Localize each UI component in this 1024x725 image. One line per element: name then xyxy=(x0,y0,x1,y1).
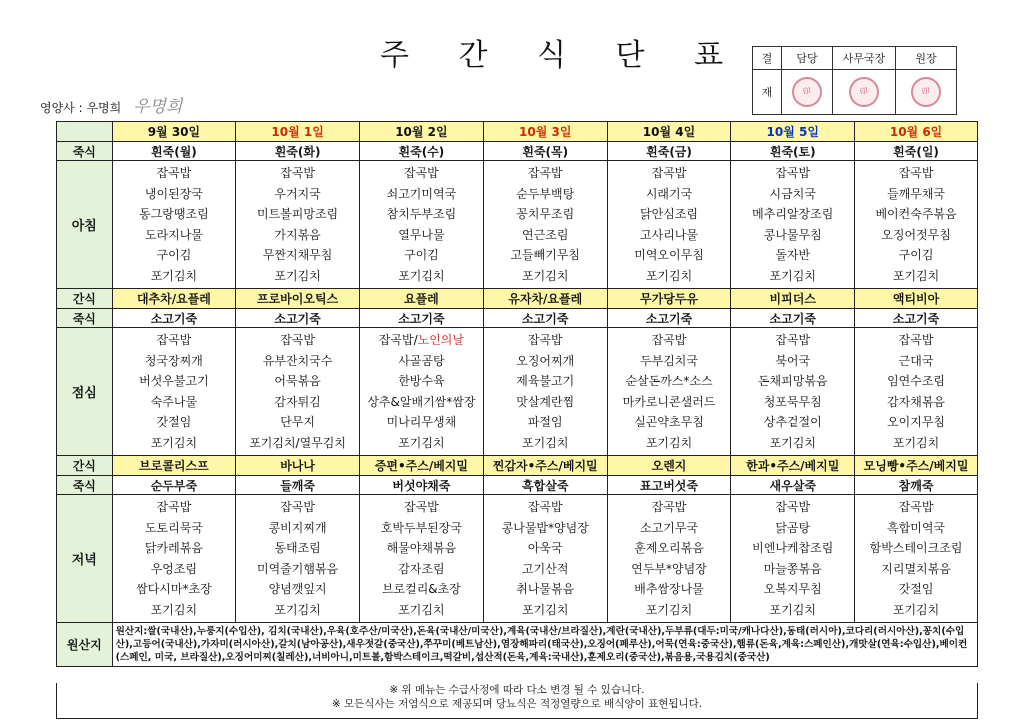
list-item: 오징어찌개 xyxy=(516,353,575,368)
list-item: 청국장찌개 xyxy=(144,353,203,368)
list-item: 두부김치국 xyxy=(640,353,698,368)
menu-cell: 흰죽(금) xyxy=(607,142,731,161)
list-item: 닭카레볶음 xyxy=(144,541,203,555)
row-label: 저녁 xyxy=(57,495,113,623)
list-item: 잡곡밥 xyxy=(651,166,687,180)
list-item: 메추리알장조림 xyxy=(752,207,834,221)
list-item: 오이지무침 xyxy=(887,415,946,429)
list-item: 배추쌈장나물 xyxy=(634,582,704,596)
day-header: 10월 6일 xyxy=(855,122,978,142)
list-item: 포기김치/열무김치 xyxy=(249,435,346,450)
list-item: 근대국 xyxy=(898,353,934,368)
menu-list xyxy=(483,495,607,623)
day-header: 10월 1일 xyxy=(236,122,360,142)
list-item: 돈채피망볶음 xyxy=(757,374,828,388)
list-item: 포기김치 xyxy=(150,268,198,283)
menu-list xyxy=(607,328,731,456)
approval-stamp-staff xyxy=(782,70,833,115)
menu-cell: 버섯야채죽 xyxy=(359,476,483,495)
list-item: 임연수조림 xyxy=(887,374,946,388)
menu-list xyxy=(236,328,360,456)
approval-stamp-secretary xyxy=(833,70,896,115)
approval-stamp-director xyxy=(896,70,957,115)
list-item: 포기김치 xyxy=(645,435,693,450)
menu-cell: 소고기죽 xyxy=(731,309,855,328)
list-item: 양념깻잎지 xyxy=(268,582,327,596)
list-item: 파절임 xyxy=(527,415,563,429)
list-item: 호박두부된장국 xyxy=(380,520,462,535)
seal-icon: 印 xyxy=(909,75,944,110)
menu-list xyxy=(855,495,978,623)
list-item: 잡곡밥 xyxy=(527,333,563,347)
row-label: 죽식 xyxy=(57,309,113,328)
list-item: 사골곰탕 xyxy=(398,353,445,368)
menu-cell: 흰죽(화) xyxy=(236,142,360,161)
list-item: 들깨무채국 xyxy=(887,186,946,201)
list-item: 미트볼피망조림 xyxy=(257,207,339,221)
menu-list xyxy=(855,328,978,456)
list-item-text: 잡곡밥/ xyxy=(378,333,418,347)
origin-row xyxy=(57,623,978,667)
snack-cell: 모닝빵•주스/베지밀 xyxy=(855,456,978,476)
corner-cell xyxy=(57,122,113,142)
list-item: 지리멸치볶음 xyxy=(881,561,951,576)
list-item: 잡곡밥 xyxy=(527,166,563,180)
day-header: 10월 3일 xyxy=(483,122,607,142)
list-item: 구이김 xyxy=(898,248,934,262)
snack-cell: 한과•주스/베지밀 xyxy=(731,456,855,476)
list-item: 포기김치 xyxy=(274,268,321,283)
menu-cell: 참깨죽 xyxy=(855,476,978,495)
list-item: 꽁치무조림 xyxy=(516,207,575,221)
list-item: 콩나물무침 xyxy=(763,227,822,242)
list-item: 잡곡밥 xyxy=(156,500,192,514)
menu-list xyxy=(112,161,236,289)
list-item: 포기김치 xyxy=(892,268,940,283)
list-item: 감자튀김 xyxy=(274,394,321,409)
list-item: 흑합미역국 xyxy=(887,520,946,535)
row-label: 간식 xyxy=(57,289,113,309)
list-item: 포기김치 xyxy=(274,602,321,617)
menu-cell: 흑합살죽 xyxy=(483,476,607,495)
lunch-porridge-row xyxy=(57,309,978,328)
dinner-porridge-row xyxy=(57,476,978,495)
menu-list xyxy=(359,495,483,623)
list-item: 연근조림 xyxy=(522,227,569,242)
list-item: 잡곡밥 xyxy=(898,166,934,180)
list-item: 포기김치 xyxy=(398,435,445,450)
row-label: 죽식 xyxy=(57,476,113,495)
list-item: 감자채볶음 xyxy=(887,394,946,409)
menu-list xyxy=(112,328,236,456)
list-item: 잡곡밥 xyxy=(651,500,687,514)
list-item: 쇠고기미역국 xyxy=(386,186,457,201)
menu-list xyxy=(483,161,607,289)
list-item: 포기김치 xyxy=(769,268,816,283)
list-item: 해물야채볶음 xyxy=(386,541,457,555)
list-item: 우엉조림 xyxy=(150,561,198,576)
list-item: 닭안심조림 xyxy=(640,207,698,221)
list-item: 포기김치 xyxy=(892,435,940,450)
list-item: 미나리무생채 xyxy=(386,415,457,429)
seal-icon: 印 xyxy=(847,75,882,110)
list-item: 고기산적 xyxy=(522,561,569,576)
menu-cell: 새우살죽 xyxy=(731,476,855,495)
breakfast-row xyxy=(57,161,978,289)
menu-list xyxy=(483,328,607,456)
list-item: 잡곡밥 xyxy=(280,500,315,514)
menu-cell: 순두부죽 xyxy=(112,476,236,495)
menu-cell: 소고기죽 xyxy=(483,309,607,328)
list-item: 고들빼기무침 xyxy=(510,248,581,262)
approval-header-secretary: 사무국장 xyxy=(833,47,896,70)
list-item: 갓절임 xyxy=(156,415,192,429)
menu-cell: 흰죽(일) xyxy=(855,142,978,161)
list-item: 갓절임 xyxy=(898,582,934,596)
snack-cell: 무가당두유 xyxy=(607,289,731,309)
list-item: 비엔나케찹조림 xyxy=(752,541,834,555)
row-label: 죽식 xyxy=(57,142,113,161)
list-item: 잡곡밥 xyxy=(775,166,811,180)
day-header: 10월 5일 xyxy=(731,122,855,142)
menu-list xyxy=(607,495,731,623)
special-day-label: 노인의날 xyxy=(417,333,464,347)
list-item: 잡곡밥 xyxy=(404,500,439,514)
list-item: 가지볶음 xyxy=(274,227,321,242)
list-item: 포기김치 xyxy=(769,435,816,450)
list-item: 브로컬리&초장 xyxy=(381,582,461,596)
menu-cell: 흰죽(수) xyxy=(359,142,483,161)
list-item: 오복지무침 xyxy=(763,582,822,596)
list-item: 베이컨숙주볶음 xyxy=(875,207,957,221)
row-label: 아침 xyxy=(57,161,113,289)
list-item: 감자조림 xyxy=(398,561,445,576)
menu-cell: 소고기죽 xyxy=(112,309,236,328)
list-item: 숙주나물 xyxy=(150,394,198,409)
menu-cell: 흰죽(월) xyxy=(112,142,236,161)
menu-list xyxy=(731,328,855,456)
menu-list xyxy=(731,495,855,623)
list-item: 유부잔치국수 xyxy=(262,353,333,368)
approval-box xyxy=(752,46,957,115)
menu-cell: 흰죽(목) xyxy=(483,142,607,161)
list-item: 시금치국 xyxy=(769,186,816,201)
weekly-menu-table xyxy=(56,121,978,667)
dinner-row xyxy=(57,495,978,623)
list-item: 맛살계란찜 xyxy=(516,394,575,409)
list-item: 잡곡밥 xyxy=(775,333,811,347)
approval-header-staff: 담당 xyxy=(782,47,833,70)
breakfast-porridge-row xyxy=(57,142,978,161)
list-item: 구이김 xyxy=(404,248,439,262)
list-item: 잡곡밥 xyxy=(527,500,563,514)
list-item: 열무나물 xyxy=(398,227,445,242)
menu-cell: 들깨죽 xyxy=(236,476,360,495)
list-item: 잡곡밥 xyxy=(651,333,687,347)
list-item: 동그랑땡조림 xyxy=(139,207,209,221)
list-item: 순두부백탕 xyxy=(516,186,575,201)
snack-cell: 비피더스 xyxy=(731,289,855,309)
note-line: ※ 위 메뉴는 수급사정에 따라 다소 변경 될 수 있습니다. xyxy=(389,684,645,696)
list-item: 미역줄기햄볶음 xyxy=(257,561,339,576)
list-item: 순살돈까스*소스 xyxy=(625,374,713,388)
snack-cell: 증편•주스/베지밀 xyxy=(359,456,483,476)
list-item: 잡곡밥 xyxy=(404,166,439,180)
nutritionist-label: 영양사 : 우명희 xyxy=(40,101,122,115)
list-item: 시래기국 xyxy=(645,186,693,201)
list-item: 잡곡밥 xyxy=(898,333,934,347)
list-item: 포기김치 xyxy=(892,602,940,617)
snack-cell: 액티비아 xyxy=(855,289,978,309)
menu-list xyxy=(359,328,483,456)
date-header-row xyxy=(57,122,978,142)
list-item: 포기김치 xyxy=(522,435,569,450)
list-item: 한방수육 xyxy=(398,374,445,388)
page-title: 주 간 식 단 표 xyxy=(380,38,744,73)
list-item: 냉이된장국 xyxy=(144,186,203,201)
menu-list xyxy=(855,161,978,289)
list-item: 잡곡밥 xyxy=(898,500,934,514)
snack-cell: 요플레 xyxy=(359,289,483,309)
day-header: 9월 30일 xyxy=(112,122,236,142)
list-item: 포기김치 xyxy=(769,602,816,617)
list-item: 포기김치 xyxy=(522,268,569,283)
snack-cell: 유자차/요플레 xyxy=(483,289,607,309)
list-item: 쌈다시마*초장 xyxy=(136,582,212,596)
list-item: 잡곡밥 xyxy=(280,333,315,347)
approval-header-director: 원장 xyxy=(896,47,957,70)
day-header: 10월 2일 xyxy=(359,122,483,142)
snack-cell: 브로콜리스프 xyxy=(112,456,236,476)
list-item: 연두부*양념장 xyxy=(631,561,707,576)
day-header: 10월 4일 xyxy=(607,122,731,142)
snack-am-row xyxy=(57,289,978,309)
list-item: 우거지국 xyxy=(274,186,321,201)
menu-cell: 소고기죽 xyxy=(855,309,978,328)
list-item: 마카로니콘샐러드 xyxy=(622,394,716,409)
list-item: 포기김치 xyxy=(150,435,198,450)
note-line: ※ 모든식사는 저염식으로 제공되며 당뇨식은 적정열량으로 배식양이 표현됩니다. xyxy=(331,698,703,710)
list-item: 포기김치 xyxy=(150,602,198,617)
nutritionist xyxy=(40,92,182,117)
snack-cell: 찐감자•주스/베지밀 xyxy=(483,456,607,476)
list-item: 상추&알배기쌈*쌈장 xyxy=(367,394,476,409)
menu-list xyxy=(112,495,236,623)
list-item: 잡곡밥 xyxy=(156,166,192,180)
list-item: 닭곰탕 xyxy=(775,520,811,535)
snack-cell: 대추차/요플레 xyxy=(112,289,236,309)
approval-side-bottom: 재 xyxy=(753,70,782,115)
list-item: 제육불고기 xyxy=(516,374,575,388)
list-item: 훈제오리볶음 xyxy=(634,541,704,555)
origin-text: 원산지:쌀(국내산),누룽지(수입산), 김치(국내산),우육(호주산/미국산),돈육(국내산/미국산),계육(국내산/브라질산),계란(국내산),두부류(대두:미국/캐나다산),동태(러시아),코다리(러시아산),꽁치(수입산),고등어(국내산),가자미(러시아산),갈치(남아공산),새우젓갈(중국산),쭈꾸미(베트남산),염장해파리(태국산),오징어(페루산),어묵(연육:중국산),햄류(돈육,계육:스페인산),개맛살(연육:수입산),베이컨(스페인, 미국, 브라질산),오징어미찌(칠레산),너비아니,미트볼,함박스테이크,떡갈비,섭산적(돈육,계육:국내산),훈제오리(중국산),볶음용,국용김치(중국산) xyxy=(112,623,977,667)
nutritionist-signature: 우명희 xyxy=(133,97,183,117)
list-item: 오징어젓무침 xyxy=(881,227,951,242)
list-item: 참치두부조림 xyxy=(386,207,457,221)
list-item: 실곤약초무침 xyxy=(634,415,704,429)
menu-list xyxy=(607,161,731,289)
menu-list xyxy=(236,495,360,623)
approval-side-top: 결 xyxy=(753,47,782,70)
list-item: 소고기무국 xyxy=(640,520,698,535)
list-item: 콩비지찌개 xyxy=(268,520,327,535)
origin-label: 원산지 xyxy=(57,623,113,667)
menu-list xyxy=(359,161,483,289)
row-label: 간식 xyxy=(57,456,113,476)
list-item: 버섯우불고기 xyxy=(139,374,209,388)
list-item: 어묵볶음 xyxy=(274,374,321,388)
list-item: 동태조림 xyxy=(274,541,321,555)
list-item: 함박스테이크조림 xyxy=(869,541,963,555)
lunch-row xyxy=(57,328,978,456)
list-item: 잡곡밥 xyxy=(280,166,315,180)
snack-cell: 바나나 xyxy=(236,456,360,476)
menu-cell: 소고기죽 xyxy=(236,309,360,328)
row-label: 점심 xyxy=(57,328,113,456)
list-item: 포기김치 xyxy=(645,602,693,617)
list-item: 잡곡밥 xyxy=(775,500,811,514)
list-item: 포기김치 xyxy=(522,602,569,617)
list-item: 미역오이무침 xyxy=(634,248,704,262)
list-item: 잡곡밥 xyxy=(156,333,192,347)
list-item: 단무지 xyxy=(280,415,315,429)
list-item xyxy=(360,330,483,351)
list-item: 취나물볶음 xyxy=(516,582,575,596)
list-item: 도토리묵국 xyxy=(144,520,203,535)
list-item: 상추겉절이 xyxy=(763,415,822,429)
list-item: 돌자반 xyxy=(775,248,811,262)
list-item: 포기김치 xyxy=(645,268,693,283)
footer-notes xyxy=(56,683,978,719)
list-item: 도라지나물 xyxy=(144,227,203,242)
list-item: 포기김치 xyxy=(398,602,445,617)
list-item: 청포묵무침 xyxy=(763,394,822,409)
snack-pm-row xyxy=(57,456,978,476)
menu-cell: 표고버섯죽 xyxy=(607,476,731,495)
menu-cell: 소고기죽 xyxy=(607,309,731,328)
menu-list xyxy=(731,161,855,289)
list-item: 마늘쫑볶음 xyxy=(763,561,822,576)
list-item: 고사리나물 xyxy=(640,227,698,242)
list-item: 콩나물밥*양념장 xyxy=(501,520,589,535)
snack-cell: 오렌지 xyxy=(607,456,731,476)
snack-cell: 프로바이오틱스 xyxy=(236,289,360,309)
seal-icon: 印 xyxy=(790,75,825,110)
list-item: 무짠지채무침 xyxy=(262,248,333,262)
list-item: 아욱국 xyxy=(527,541,563,555)
list-item: 북어국 xyxy=(775,353,811,368)
menu-cell: 흰죽(토) xyxy=(731,142,855,161)
menu-list xyxy=(236,161,360,289)
menu-cell: 소고기죽 xyxy=(359,309,483,328)
list-item: 구이김 xyxy=(156,248,192,262)
list-item: 포기김치 xyxy=(398,268,445,283)
